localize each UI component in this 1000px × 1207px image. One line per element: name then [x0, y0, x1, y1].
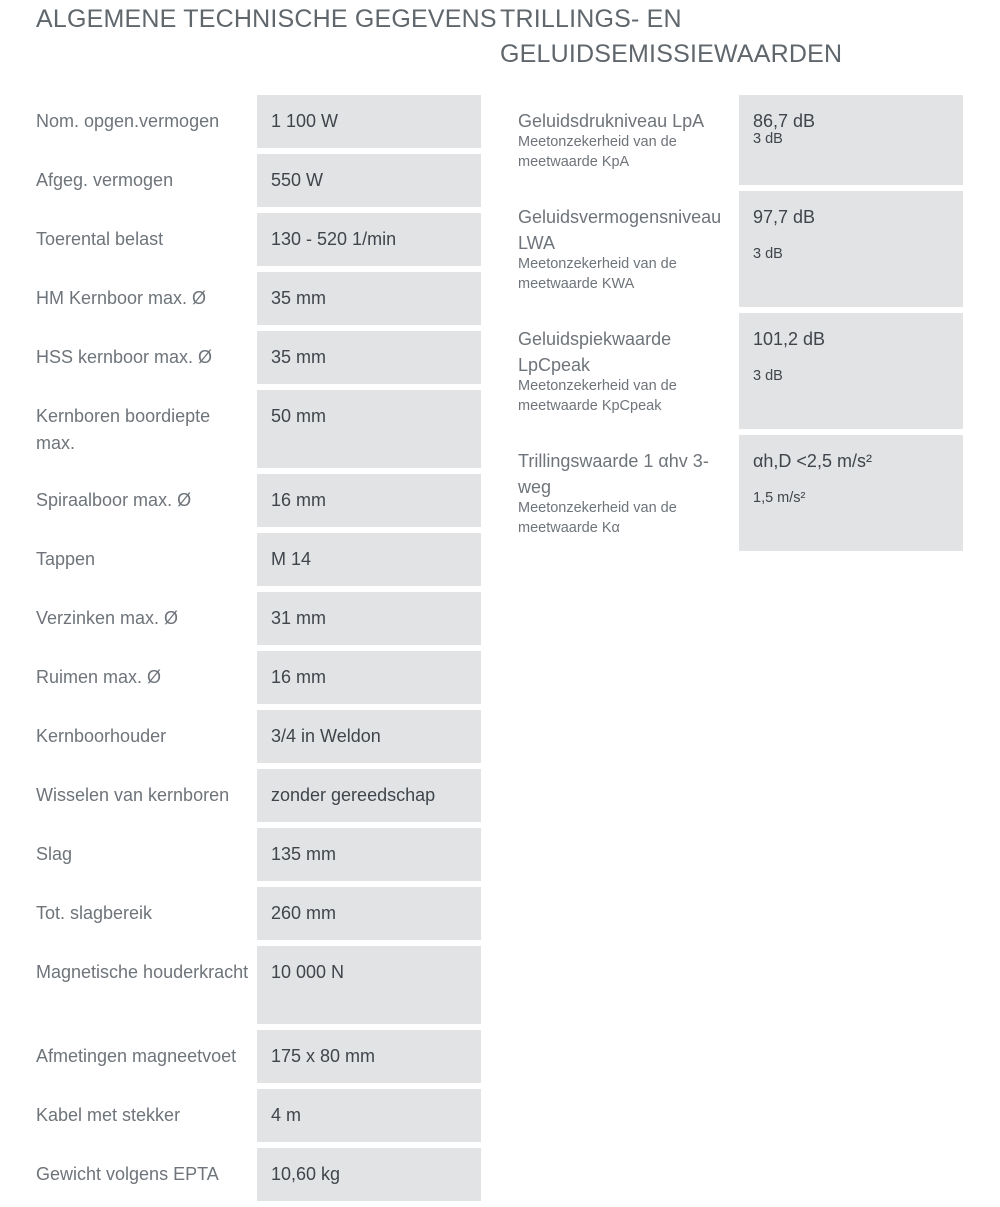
- spec-row: [36, 887, 482, 940]
- emission-label: Trillingswaarde 1 αhv 3-weg: [518, 451, 709, 497]
- spec-value: 10,60 kg: [257, 1148, 481, 1201]
- spec-value: 260 mm: [257, 887, 481, 940]
- spec-label: Gewicht volgens EPTA: [36, 1164, 219, 1184]
- spec-row: [36, 154, 482, 207]
- spec-value: 4 m: [257, 1089, 481, 1142]
- spec-row: [36, 769, 482, 822]
- emission-label: Geluidspiekwaarde LpCpeak: [518, 329, 672, 375]
- spec-value: M 14: [257, 533, 481, 586]
- spec-row: [36, 272, 482, 325]
- spec-row: [36, 592, 482, 645]
- spec-row: [36, 1148, 482, 1201]
- spec-value: zonder gereedschap: [257, 769, 481, 822]
- spec-label: HSS kernboor max. Ø: [36, 347, 213, 367]
- emission-label-cell: [518, 435, 739, 551]
- spec-value: 35 mm: [257, 331, 481, 384]
- emission-sublabel: Meetonzekerheid van de meetwaarde Kα: [518, 500, 677, 536]
- emission-label-cell: [518, 191, 739, 307]
- spec-label: Tappen: [36, 549, 96, 569]
- spec-value: 35 mm: [257, 272, 481, 325]
- spec-value: 130 - 520 1/min: [257, 213, 481, 266]
- emission-value-cell: [739, 435, 963, 551]
- emission-sublabel: Meetonzekerheid van de meetwaarde KpCpeak: [518, 378, 677, 414]
- spec-label: Kernboorhouder: [36, 726, 167, 746]
- emission-label-cell: [518, 95, 739, 185]
- spec-label: Afgeg. vermogen: [36, 170, 174, 190]
- spec-value: 50 mm: [257, 390, 481, 468]
- spec-row: [36, 331, 482, 384]
- spec-label: Wisselen van kernboren: [36, 785, 230, 805]
- spec-label: Slag: [36, 844, 73, 864]
- emission-subvalue: 3 dB: [753, 246, 783, 262]
- spec-value: 16 mm: [257, 474, 481, 527]
- emission-value-cell: [739, 95, 963, 185]
- spec-label: Tot. slagbereik: [36, 903, 153, 923]
- spec-label: Nom. opgen.vermogen: [36, 111, 220, 131]
- emission-sublabel: Meetonzekerheid van de meetwaarde KpA: [518, 134, 677, 170]
- spec-label: Kernboren boordiepte max.: [36, 406, 211, 453]
- spec-label: HM Kernboor max. Ø: [36, 288, 207, 308]
- spec-row: [36, 1089, 482, 1142]
- spec-value: 135 mm: [257, 828, 481, 881]
- emission-subvalue: 3 dB: [753, 368, 783, 384]
- emission-row: [518, 95, 964, 185]
- spec-value: 31 mm: [257, 592, 481, 645]
- technical-section: [36, 0, 497, 1184]
- emission-value: 86,7 dB: [753, 111, 816, 131]
- emission-row: [518, 191, 964, 307]
- emission-label-cell: [518, 313, 739, 429]
- spec-value: 10 000 N: [257, 946, 481, 1024]
- spec-value: 175 x 80 mm: [257, 1030, 481, 1083]
- spec-label: Afmetingen magneetvoet: [36, 1046, 237, 1066]
- emission-spec-table: [518, 95, 964, 557]
- emission-section-title: TRILLINGS- EN GELUIDSEMISSIEWAARDEN: [500, 5, 843, 68]
- spec-label: Magnetische houderkracht: [36, 962, 249, 982]
- emission-subvalue: 3 dB: [753, 131, 783, 147]
- spec-row: [36, 213, 482, 266]
- spec-value: 1 100 W: [257, 95, 481, 148]
- spec-value: 3/4 in Weldon: [257, 710, 481, 763]
- spec-row: [36, 474, 482, 527]
- emission-sublabel: Meetonzekerheid van de meetwaarde KWA: [518, 256, 677, 292]
- spec-row: [36, 651, 482, 704]
- emission-section: [500, 0, 966, 536]
- spec-row: [36, 95, 482, 148]
- spec-label: Ruimen max. Ø: [36, 667, 162, 687]
- spec-label: Kabel met stekker: [36, 1105, 181, 1125]
- emission-value: 101,2 dB: [753, 329, 826, 349]
- spec-label: Toerental belast: [36, 229, 164, 249]
- emission-label: Geluidsvermogensniveau LWA: [518, 207, 722, 253]
- spec-row: [36, 533, 482, 586]
- emission-value-cell: [739, 191, 963, 307]
- spec-value: 16 mm: [257, 651, 481, 704]
- emission-label: Geluidsdrukniveau LpA: [518, 111, 705, 131]
- technical-spec-table: [36, 95, 482, 1207]
- emission-value: αh,D <2,5 m/s²: [753, 451, 872, 471]
- emission-value: 97,7 dB: [753, 207, 816, 227]
- spec-label: Verzinken max. Ø: [36, 608, 179, 628]
- spec-row: [36, 1030, 482, 1083]
- spec-value: 550 W: [257, 154, 481, 207]
- emission-row: [518, 313, 964, 429]
- spec-row: [36, 710, 482, 763]
- emission-subvalue: 1,5 m/s²: [753, 490, 806, 506]
- spec-row: [36, 946, 482, 1024]
- emission-value-cell: [739, 313, 963, 429]
- spec-label: Spiraalboor max. Ø: [36, 490, 192, 510]
- spec-row: [36, 828, 482, 881]
- spec-row: [36, 390, 482, 468]
- technical-section-title: ALGEMENE TECHNISCHE GEGEVENS: [36, 5, 497, 33]
- emission-row: [518, 435, 964, 551]
